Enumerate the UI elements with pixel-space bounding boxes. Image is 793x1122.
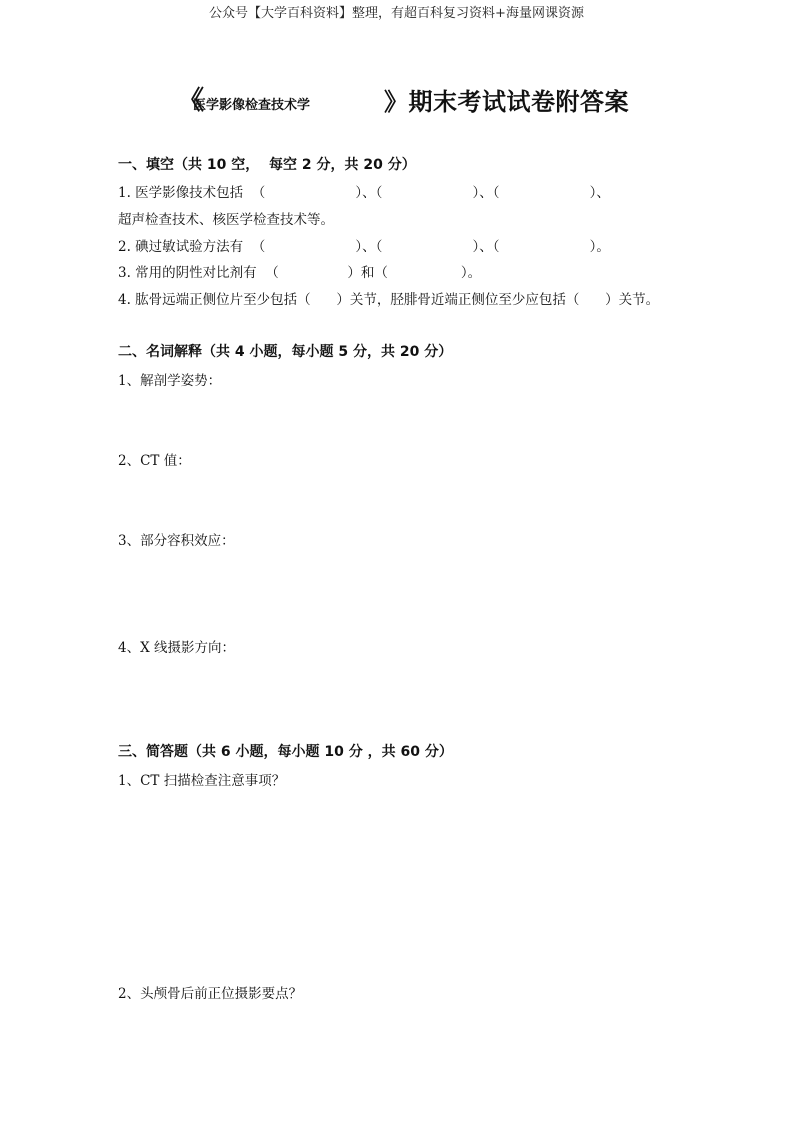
- term-question-3: 3、部分容积效应：: [118, 533, 235, 549]
- short-answer-question-2: 2、头颅骨后前正位摄影要点？: [118, 986, 303, 1002]
- page-header-text: 公众号【大学百科资料】整理，有超百科复习资料+海量网课资源: [209, 6, 584, 21]
- title-subject: 医学影像检查技术学: [193, 98, 311, 113]
- title-rest: 》期末考试试卷附答案: [384, 88, 629, 116]
- short-answer-question-1: 1、CT 扫描检查注意事项？: [118, 773, 286, 789]
- fill-blank-q2: 2. 碘过敏试验方法有 （ ）、（ ）、（ ）。: [118, 239, 610, 255]
- fill-blank-q3: 3. 常用的阴性对比剂有 （ ）和（ ）。: [118, 265, 482, 281]
- fill-blank-q1-line2: 超声检查技术、核医学检查技术等。: [118, 212, 334, 228]
- term-question-1: 1、解剖学姿势：: [118, 373, 222, 389]
- exam-title: [0, 80, 793, 120]
- section2-heading: 二、名词解释（共 4 小题，每小题 5 分，共 20 分）: [118, 344, 453, 360]
- section1-heading: 一、填空（共 10 空， 每空 2 分，共 20 分）: [118, 157, 416, 173]
- fill-blank-q1-line1: 1. 医学影像技术包括 （ ）、（ ）、（ ）、: [118, 185, 610, 201]
- section3-heading: 三、简答题（共 6 小题，每小题 10 分 ，共 60 分）: [118, 744, 453, 760]
- term-question-4: 4、X 线摄影方向：: [118, 640, 235, 656]
- title-open-bracket: 《: [178, 86, 205, 116]
- term-question-2: 2、CT 值：: [118, 453, 191, 469]
- fill-blank-q4: 4. 肱骨远端正侧位片至少包括（ ）关节，胫腓骨近端正侧位至少应包括（ ）关节。: [118, 292, 660, 308]
